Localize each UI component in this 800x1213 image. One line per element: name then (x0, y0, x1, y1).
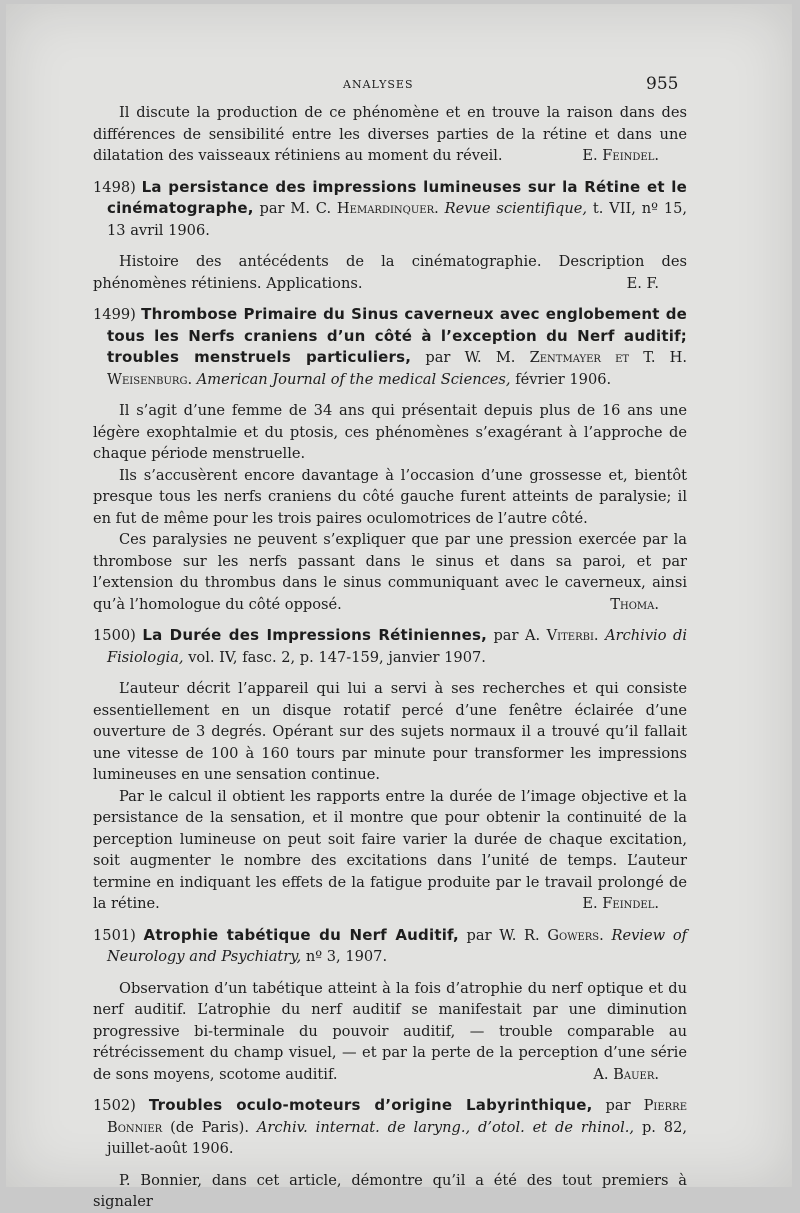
entry-author: W. R. Gowers. (499, 926, 604, 944)
entry-1500-paragraph-1: L’auteur décrit l’appareil qui lui a servi à ses recherches et qui consiste essentiellement en un disque rotatif percé d’une fenêtre éclairée d’une ouverture de 3 degrés. Opérant sur des sujets normaux il a trouvé qu’il fallait une vitesse de 100 à 160 tours par minute pour transformer les impressions lumineuses en une sensation continue. (93, 680, 687, 783)
entry-location: (de Paris). (170, 1118, 249, 1136)
entry-author: A. Viterbi. (524, 627, 599, 644)
entry-title: Thrombose Primaire du Sinus caverneux avec englobement de tous les Nerfs craniens d’un côté à l’exception du Nerf auditif; troubles menstruels particuliers, (107, 305, 687, 366)
entry-author: M. C. Hemardinquer. (290, 200, 439, 217)
entry-journal: American Journal of the medical Sciences, (196, 370, 511, 388)
entry-number: 1500) (93, 627, 136, 644)
entry-reference: p. 82, juillet-août 1906. (107, 1118, 688, 1157)
entry-journal: Archivio di Fisiologia, (107, 627, 688, 666)
entry-1499-heading: 1499) Thrombose Primaire du Sinus caverneux avec englobement de tous les Nerfs craniens d’un côté à l’exception du Nerf auditif; troubles menstruels particuliers, par W. M. Zentmayer et T. H. Weisenburg. American Journal of the medical Sciences, février 1906. (93, 305, 688, 388)
entry-1498-heading: 1498) La persistance des impressions lumineuses sur la Rétine et le cinématographe, par M. C. Hemardinquer. Revue scientifique, t. VII, nº 15, 13 avril 1906. (93, 177, 688, 239)
running-header (6, 74, 792, 96)
entry-1499-signature: Thoma. (610, 595, 659, 613)
entry-number: 1499) (93, 306, 136, 323)
entry-number: 1498) (93, 178, 136, 196)
entry-1502-heading: 1502) Troubles oculo-moteurs d’origine Labyrinthique, par Pierre Bonnier (de Paris). Archiv. internat. de laryng., d’otol. et de rhinol., p. 82, juillet-août 1906. (93, 1096, 688, 1157)
entry-journal: Review of Neurology and Psychiatry, (107, 926, 688, 965)
entry-1500-paragraph-2: Par le calcul il obtient les rapports entre la durée de l’image objective et la persistance de la sensation, et il montre que pour obtenir la continuité de la perception lumineuse on peut soit faire varier la durée de chaque excitation, soit augmenter le nombre des excitations dans l’unité de temps. L’auteur termine en indiquant les effets de la fatigue produite par le travail prolongé de la rétine. (93, 787, 687, 912)
entry-reference: vol. IV, fasc. 2, p. 147-159, janvier 1907. (188, 648, 486, 666)
page-body (93, 102, 687, 1213)
entry-journal: Revue scientifique, (444, 200, 587, 217)
entry-title: Atrophie tabétique du Nerf Auditif, (143, 925, 459, 944)
entry-1500-signature: E. Feindel. (582, 895, 659, 912)
entry-reference: t. VII, nº 15, 13 avril 1906. (107, 200, 688, 239)
entry-title: Troubles oculo-moteurs d’origine Labyrinthique, (148, 1096, 593, 1114)
entry-1498-signature: E. F. (626, 274, 659, 292)
entry-reference: février 1906. (515, 370, 612, 388)
running-title: ANALYSES (343, 78, 414, 91)
entry-1501-signature: A. Bauer. (593, 1065, 659, 1083)
entry-1498-abstract: Histoire des antécédents de la cinématographie. Description des phénomènes rétiniens. Applications. (93, 253, 687, 292)
entry-title: La persistance des impressions lumineuses sur la Rétine et le cinématographe, (107, 177, 687, 217)
page-number: 955 (646, 74, 679, 94)
entry-1500-heading: 1500) La Durée des Impressions Rétiniennes, par A. Viterbi. Archivio di Fisiologia, vol. IV, fasc. 2, p. 147-159, janvier 1907. (93, 626, 688, 666)
entry-1499-paragraph-3: Ces paralysies ne peuvent s’expliquer que par une pression exercée par la thrombose sur les nerfs passant dans le sinus et dans sa paroi, et par l’extension du thrombus dans le sinus communiquant avec le caverneux, ainsi qu’à l’homologue du côté opposé. (93, 531, 687, 613)
entry-author: W. M. Zentmayer et T. H. Weisenburg. (107, 349, 688, 388)
page (6, 4, 792, 1210)
entry-number: 1501) (93, 926, 136, 944)
intro-signature: E. Feindel. (582, 147, 659, 164)
entry-title: La Durée des Impressions Rétiniennes, (142, 626, 487, 644)
entry-1501-abstract: Observation d’un tabétique atteint à la fois d’atrophie du nerf optique et du nerf auditif. L’atrophie du nerf auditif se manifestait par une diminution progressive bi-terminale du pouvoir auditif, — trouble comparable au rétrécissement du champ visuel, — et par la perte de la perception d’une série de sons moyens, scotome auditif. (93, 979, 687, 1083)
entry-author: Pierre Bonnier (107, 1097, 688, 1136)
entry-reference: nº 3, 1907. (305, 948, 388, 965)
entry-number: 1502) (93, 1097, 136, 1114)
entry-1502-abstract: P. Bonnier, dans cet article, démontre qu’il a été des tout premiers à signaler (93, 1171, 687, 1210)
entry-1499-paragraph-1: Il s’agit d’une femme de 34 ans qui présentait depuis plus de 16 ans une légère exophtalmie et du ptosis, ces phénomènes s’exagérant à l’approche de chaque période menstruelle. (93, 402, 687, 462)
entry-journal: Archiv. internat. de laryng., d’otol. et de rhinol., (256, 1118, 635, 1136)
entry-1501-heading: 1501) Atrophie tabétique du Nerf Auditif, par W. R. Gowers. Review of Neurology and Psychiatry, nº 3, 1907. (93, 925, 688, 965)
entry-1499-paragraph-2: Ils s’accusèrent encore davantage à l’occasion d’une grossesse et, bientôt presque tous les nerfs craniens du côté gauche furent atteints de paralysie; il en fut de même pour les trois paires oculomotrices de l’autre côté. (93, 466, 687, 527)
intro-text: Il discute la production de ce phénomène et en trouve la raison dans des différences de sensibilité entre les diverses parties de la rétine et dans une dilatation des vaisseaux rétiniens au moment du réveil. (93, 104, 687, 164)
